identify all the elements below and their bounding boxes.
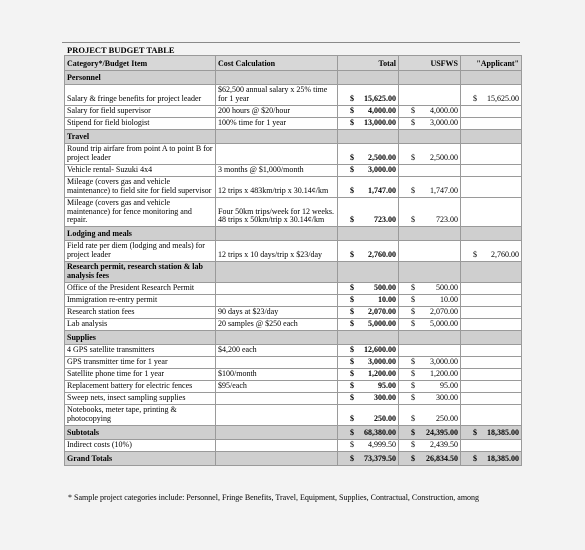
currency-symbol: $ (473, 427, 477, 437)
total-amount (340, 95, 396, 104)
table-row (65, 143, 522, 164)
table-row (65, 380, 522, 392)
total-amount (340, 119, 396, 128)
table-row (65, 392, 522, 404)
cost-calculation (216, 357, 338, 369)
item-label: Mileage (covers gas and vehicle maintenance) for fence monitoring and repair. (65, 197, 216, 227)
empty-cell (399, 129, 461, 143)
total-cell (338, 164, 399, 176)
cost-calculation (216, 451, 338, 465)
item-label: Field rate per diem (lodging and meals) for project leader (65, 241, 216, 262)
item-label: Lab analysis (65, 319, 216, 331)
table-row (65, 283, 522, 295)
applicant-cell (461, 392, 522, 404)
usfws-amount (401, 415, 458, 424)
total-cell (338, 345, 399, 357)
currency-symbol: $ (350, 427, 354, 437)
item-label: Subtotals (65, 425, 216, 439)
cost-calculation (216, 143, 338, 164)
total-cell (338, 404, 399, 425)
currency-symbol: $ (411, 319, 415, 329)
cost-calculation: 3 months @ $1,000/month (216, 164, 338, 176)
total-cell (338, 117, 399, 129)
empty-cell (338, 262, 399, 283)
category-row (65, 227, 522, 241)
header-row (65, 56, 522, 71)
empty-cell (338, 71, 399, 85)
usfws-amount (401, 358, 458, 367)
item-label: Office of the President Research Permit (65, 283, 216, 295)
applicant-cell (461, 176, 522, 197)
cost-calculation: 100% time for 1 year (216, 117, 338, 129)
currency-symbol: $ (350, 357, 354, 367)
category-row (65, 129, 522, 143)
cost-calculation: $95/each (216, 380, 338, 392)
header-applicant: "Applicant" (461, 56, 522, 71)
currency-symbol: $ (411, 185, 415, 195)
currency-symbol: $ (411, 380, 415, 390)
usfws-amount (401, 107, 458, 116)
total-cell (338, 143, 399, 164)
table-row (65, 439, 522, 451)
empty-cell (216, 227, 338, 241)
usfws-cell (399, 357, 461, 369)
usfws-amount (401, 216, 458, 225)
total-value: 5,000.00 (368, 319, 396, 329)
usfws-value: 723.00 (436, 215, 458, 225)
category-row (65, 71, 522, 85)
usfws-value: 500.00 (436, 283, 458, 293)
currency-symbol: $ (350, 250, 354, 260)
empty-cell (216, 262, 338, 283)
currency-symbol: $ (473, 250, 477, 260)
table-row (65, 197, 522, 227)
applicant-cell (461, 404, 522, 425)
usfws-value: 300.00 (436, 392, 458, 402)
total-value: 300.00 (374, 392, 396, 402)
cost-calculation: $100/month (216, 368, 338, 380)
usfws-amount (401, 187, 458, 196)
total-cell (338, 319, 399, 331)
usfws-cell (399, 85, 461, 106)
cost-calculation: $4,200 each (216, 345, 338, 357)
cost-calculation (216, 404, 338, 425)
currency-symbol: $ (350, 453, 354, 463)
total-value: 73,379.50 (364, 453, 396, 463)
table-row (65, 404, 522, 425)
currency-symbol: $ (350, 117, 354, 127)
currency-symbol: $ (350, 152, 354, 162)
category-label: Supplies (65, 331, 216, 345)
currency-symbol: $ (350, 295, 354, 305)
usfws-amount (401, 455, 458, 464)
applicant-cell (461, 307, 522, 319)
total-amount (340, 346, 396, 355)
applicant-cell (461, 85, 522, 106)
cost-calculation: 12 trips x 483km/trip x 30.14¢/km (216, 176, 338, 197)
applicant-cell (461, 357, 522, 369)
usfws-amount (401, 441, 458, 450)
currency-symbol: $ (411, 105, 415, 115)
empty-cell (216, 71, 338, 85)
empty-cell (338, 129, 399, 143)
currency-symbol: $ (473, 453, 477, 463)
table-row (65, 85, 522, 106)
usfws-value: 2,070.00 (430, 307, 458, 317)
total-amount (340, 394, 396, 403)
applicant-cell (461, 368, 522, 380)
applicant-cell (461, 164, 522, 176)
usfws-cell (399, 319, 461, 331)
item-label: Indirect costs (10%) (65, 439, 216, 451)
total-value: 723.00 (374, 215, 396, 225)
cost-calculation (216, 425, 338, 439)
currency-symbol: $ (411, 357, 415, 367)
item-label: Satellite phone time for 1 year (65, 368, 216, 380)
total-amount (340, 370, 396, 379)
total-amount (340, 320, 396, 329)
empty-cell (399, 227, 461, 241)
total-amount (340, 296, 396, 305)
total-amount (340, 441, 396, 450)
total-value: 1,200.00 (368, 368, 396, 378)
usfws-cell (399, 117, 461, 129)
usfws-amount (401, 320, 458, 329)
category-label: Travel (65, 129, 216, 143)
header-cost-calculation: Cost Calculation (216, 56, 338, 71)
total-cell (338, 425, 399, 439)
category-label: Lodging and meals (65, 227, 216, 241)
total-value: 10.00 (378, 295, 396, 305)
usfws-cell (399, 197, 461, 227)
usfws-cell (399, 105, 461, 117)
cost-calculation: $62,500 annual salary x 25% time for 1 year (216, 85, 338, 106)
currency-symbol: $ (350, 380, 354, 390)
applicant-cell (461, 105, 522, 117)
currency-symbol: $ (411, 413, 415, 423)
empty-cell (338, 331, 399, 345)
cost-calculation (216, 295, 338, 307)
usfws-amount (401, 394, 458, 403)
usfws-amount (401, 119, 458, 128)
applicant-cell (461, 425, 522, 439)
usfws-value: 1,747.00 (430, 185, 458, 195)
currency-symbol: $ (473, 93, 477, 103)
usfws-cell (399, 176, 461, 197)
usfws-value: 5,000.00 (430, 319, 458, 329)
total-value: 4,000.00 (368, 105, 396, 115)
total-value: 2,070.00 (368, 307, 396, 317)
usfws-value: 26,834.50 (426, 453, 458, 463)
currency-symbol: $ (350, 283, 354, 293)
total-cell (338, 176, 399, 197)
total-value: 3,000.00 (368, 357, 396, 367)
total-amount (340, 308, 396, 317)
header-category: Category*/Budget Item (65, 56, 216, 71)
usfws-cell (399, 295, 461, 307)
table-title: PROJECT BUDGET TABLE (67, 45, 175, 55)
total-amount (340, 358, 396, 367)
usfws-amount (401, 308, 458, 317)
total-cell (338, 439, 399, 451)
usfws-value: 10.00 (440, 295, 458, 305)
total-cell (338, 105, 399, 117)
header-usfws: USFWS (399, 56, 461, 71)
usfws-cell (399, 241, 461, 262)
total-amount (340, 415, 396, 424)
usfws-amount (401, 429, 458, 438)
total-cell (338, 451, 399, 465)
table-row (65, 105, 522, 117)
usfws-cell (399, 439, 461, 451)
usfws-cell (399, 368, 461, 380)
currency-symbol: $ (350, 215, 354, 225)
usfws-value: 3,000.00 (430, 117, 458, 127)
usfws-cell (399, 380, 461, 392)
empty-cell (461, 331, 522, 345)
total-amount (340, 455, 396, 464)
currency-symbol: $ (350, 413, 354, 423)
empty-cell (338, 227, 399, 241)
currency-symbol: $ (411, 392, 415, 402)
total-amount (340, 382, 396, 391)
usfws-amount (401, 284, 458, 293)
total-cell (338, 307, 399, 319)
item-label: Round trip airfare from point A to point B for project leader (65, 143, 216, 164)
cost-calculation: 20 samples @ $250 each (216, 319, 338, 331)
item-label: Immigration re-entry permit (65, 295, 216, 307)
applicant-amount (463, 251, 519, 260)
currency-symbol: $ (350, 307, 354, 317)
currency-symbol: $ (350, 392, 354, 402)
usfws-value: 3,000.00 (430, 357, 458, 367)
applicant-cell (461, 295, 522, 307)
empty-cell (461, 129, 522, 143)
currency-symbol: $ (411, 368, 415, 378)
empty-cell (216, 331, 338, 345)
usfws-cell (399, 404, 461, 425)
total-cell (338, 380, 399, 392)
usfws-cell (399, 307, 461, 319)
table-row (65, 345, 522, 357)
table-row (65, 319, 522, 331)
total-cell (338, 357, 399, 369)
currency-symbol: $ (350, 185, 354, 195)
currency-symbol: $ (350, 164, 354, 174)
currency-symbol: $ (350, 439, 354, 449)
cost-calculation (216, 392, 338, 404)
usfws-value: 1,200.00 (430, 368, 458, 378)
total-value: 68,380.00 (364, 427, 396, 437)
currency-symbol: $ (350, 105, 354, 115)
total-amount (340, 154, 396, 163)
empty-cell (461, 71, 522, 85)
currency-symbol: $ (411, 283, 415, 293)
item-label: Vehicle rental- Suzuki 4x4 (65, 164, 216, 176)
total-cell (338, 197, 399, 227)
empty-cell (399, 262, 461, 283)
empty-cell (461, 262, 522, 283)
usfws-value: 4,000.00 (430, 105, 458, 115)
item-label: Sweep nets, insect sampling supplies (65, 392, 216, 404)
item-label: Salary for field supervisor (65, 105, 216, 117)
item-label: Grand Totals (65, 451, 216, 465)
currency-symbol: $ (411, 295, 415, 305)
subtotal-row (65, 425, 522, 439)
empty-cell (216, 129, 338, 143)
budget-table (64, 55, 522, 466)
total-amount (340, 187, 396, 196)
usfws-cell (399, 392, 461, 404)
cost-calculation: 90 days at $23/day (216, 307, 338, 319)
usfws-cell (399, 283, 461, 295)
usfws-cell (399, 345, 461, 357)
applicant-value: 2,760.00 (491, 250, 519, 260)
applicant-cell (461, 319, 522, 331)
item-label: GPS transmitter time for 1 year (65, 357, 216, 369)
applicant-cell (461, 439, 522, 451)
total-amount (340, 284, 396, 293)
cost-calculation: 12 trips x 10 days/trip x $23/day (216, 241, 338, 262)
currency-symbol: $ (411, 453, 415, 463)
category-row (65, 331, 522, 345)
applicant-cell (461, 241, 522, 262)
total-value: 4,999.50 (368, 439, 396, 449)
empty-cell (461, 227, 522, 241)
grand-total-row (65, 451, 522, 465)
item-label: Research station fees (65, 307, 216, 319)
applicant-amount (463, 95, 519, 104)
table-row (65, 241, 522, 262)
item-label: Stipend for field biologist (65, 117, 216, 129)
table-row (65, 176, 522, 197)
item-label: Mileage (covers gas and vehicle maintenance) to field site for field supervisor (65, 176, 216, 197)
currency-symbol: $ (350, 368, 354, 378)
usfws-value: 2,439.50 (430, 439, 458, 449)
item-label: 4 GPS satellite transmitters (65, 345, 216, 357)
usfws-amount (401, 382, 458, 391)
item-label: Notebooks, meter tape, printing & photocopying (65, 404, 216, 425)
currency-symbol: $ (411, 117, 415, 127)
usfws-amount (401, 296, 458, 305)
total-value: 12,600.00 (364, 345, 396, 355)
currency-symbol: $ (411, 215, 415, 225)
footnote: * Sample project categories include: Personnel, Fringe Benefits, Travel, Equipment, Supplies, Contractual, Construction, among (68, 493, 480, 502)
usfws-value: 24,395.00 (426, 427, 458, 437)
applicant-value: 18,385.00 (487, 453, 519, 463)
total-value: 15,625.00 (364, 93, 396, 103)
total-cell (338, 85, 399, 106)
currency-symbol: $ (411, 439, 415, 449)
usfws-cell (399, 425, 461, 439)
total-amount (340, 107, 396, 116)
item-label: Replacement battery for electric fences (65, 380, 216, 392)
top-rule (62, 42, 520, 43)
applicant-cell (461, 117, 522, 129)
applicant-cell (461, 143, 522, 164)
total-value: 250.00 (374, 413, 396, 423)
total-value: 3,000.00 (368, 164, 396, 174)
total-value: 13,000.00 (364, 117, 396, 127)
total-amount (340, 166, 396, 175)
usfws-value: 250.00 (436, 413, 458, 423)
category-label: Personnel (65, 71, 216, 85)
table-row (65, 164, 522, 176)
applicant-value: 18,385.00 (487, 427, 519, 437)
total-value: 500.00 (374, 283, 396, 293)
cost-calculation (216, 439, 338, 451)
total-cell (338, 283, 399, 295)
applicant-cell (461, 345, 522, 357)
total-amount (340, 251, 396, 260)
category-label: Research permit, research station & lab analysis fees (65, 262, 216, 283)
applicant-amount (463, 429, 519, 438)
table-row (65, 117, 522, 129)
usfws-amount (401, 370, 458, 379)
table-row (65, 357, 522, 369)
total-amount (340, 429, 396, 438)
usfws-cell (399, 451, 461, 465)
empty-cell (399, 331, 461, 345)
table-row (65, 307, 522, 319)
cost-calculation: 200 hours @ $20/hour (216, 105, 338, 117)
cost-calculation: Four 50km trips/week for 12 weeks. 48 trips x 50km/trip x 30.14¢/km (216, 197, 338, 227)
total-cell (338, 295, 399, 307)
total-cell (338, 368, 399, 380)
item-label: Salary & fringe benefits for project leader (65, 85, 216, 106)
applicant-cell (461, 197, 522, 227)
applicant-amount (463, 455, 519, 464)
total-value: 95.00 (378, 380, 396, 390)
usfws-cell (399, 143, 461, 164)
cost-calculation (216, 283, 338, 295)
total-value: 1,747.00 (368, 185, 396, 195)
usfws-amount (401, 154, 458, 163)
total-cell (338, 241, 399, 262)
applicant-cell (461, 451, 522, 465)
currency-symbol: $ (350, 319, 354, 329)
currency-symbol: $ (350, 93, 354, 103)
usfws-cell (399, 164, 461, 176)
total-amount (340, 216, 396, 225)
usfws-value: 95.00 (440, 380, 458, 390)
category-row (65, 262, 522, 283)
header-total: Total (338, 56, 399, 71)
usfws-value: 2,500.00 (430, 152, 458, 162)
applicant-value: 15,625.00 (487, 93, 519, 103)
total-value: 2,760.00 (368, 250, 396, 260)
applicant-cell (461, 283, 522, 295)
total-value: 2,500.00 (368, 152, 396, 162)
currency-symbol: $ (411, 307, 415, 317)
total-cell (338, 392, 399, 404)
table-row (65, 295, 522, 307)
currency-symbol: $ (350, 345, 354, 355)
applicant-cell (461, 380, 522, 392)
table-row (65, 368, 522, 380)
currency-symbol: $ (411, 152, 415, 162)
empty-cell (399, 71, 461, 85)
currency-symbol: $ (411, 427, 415, 437)
